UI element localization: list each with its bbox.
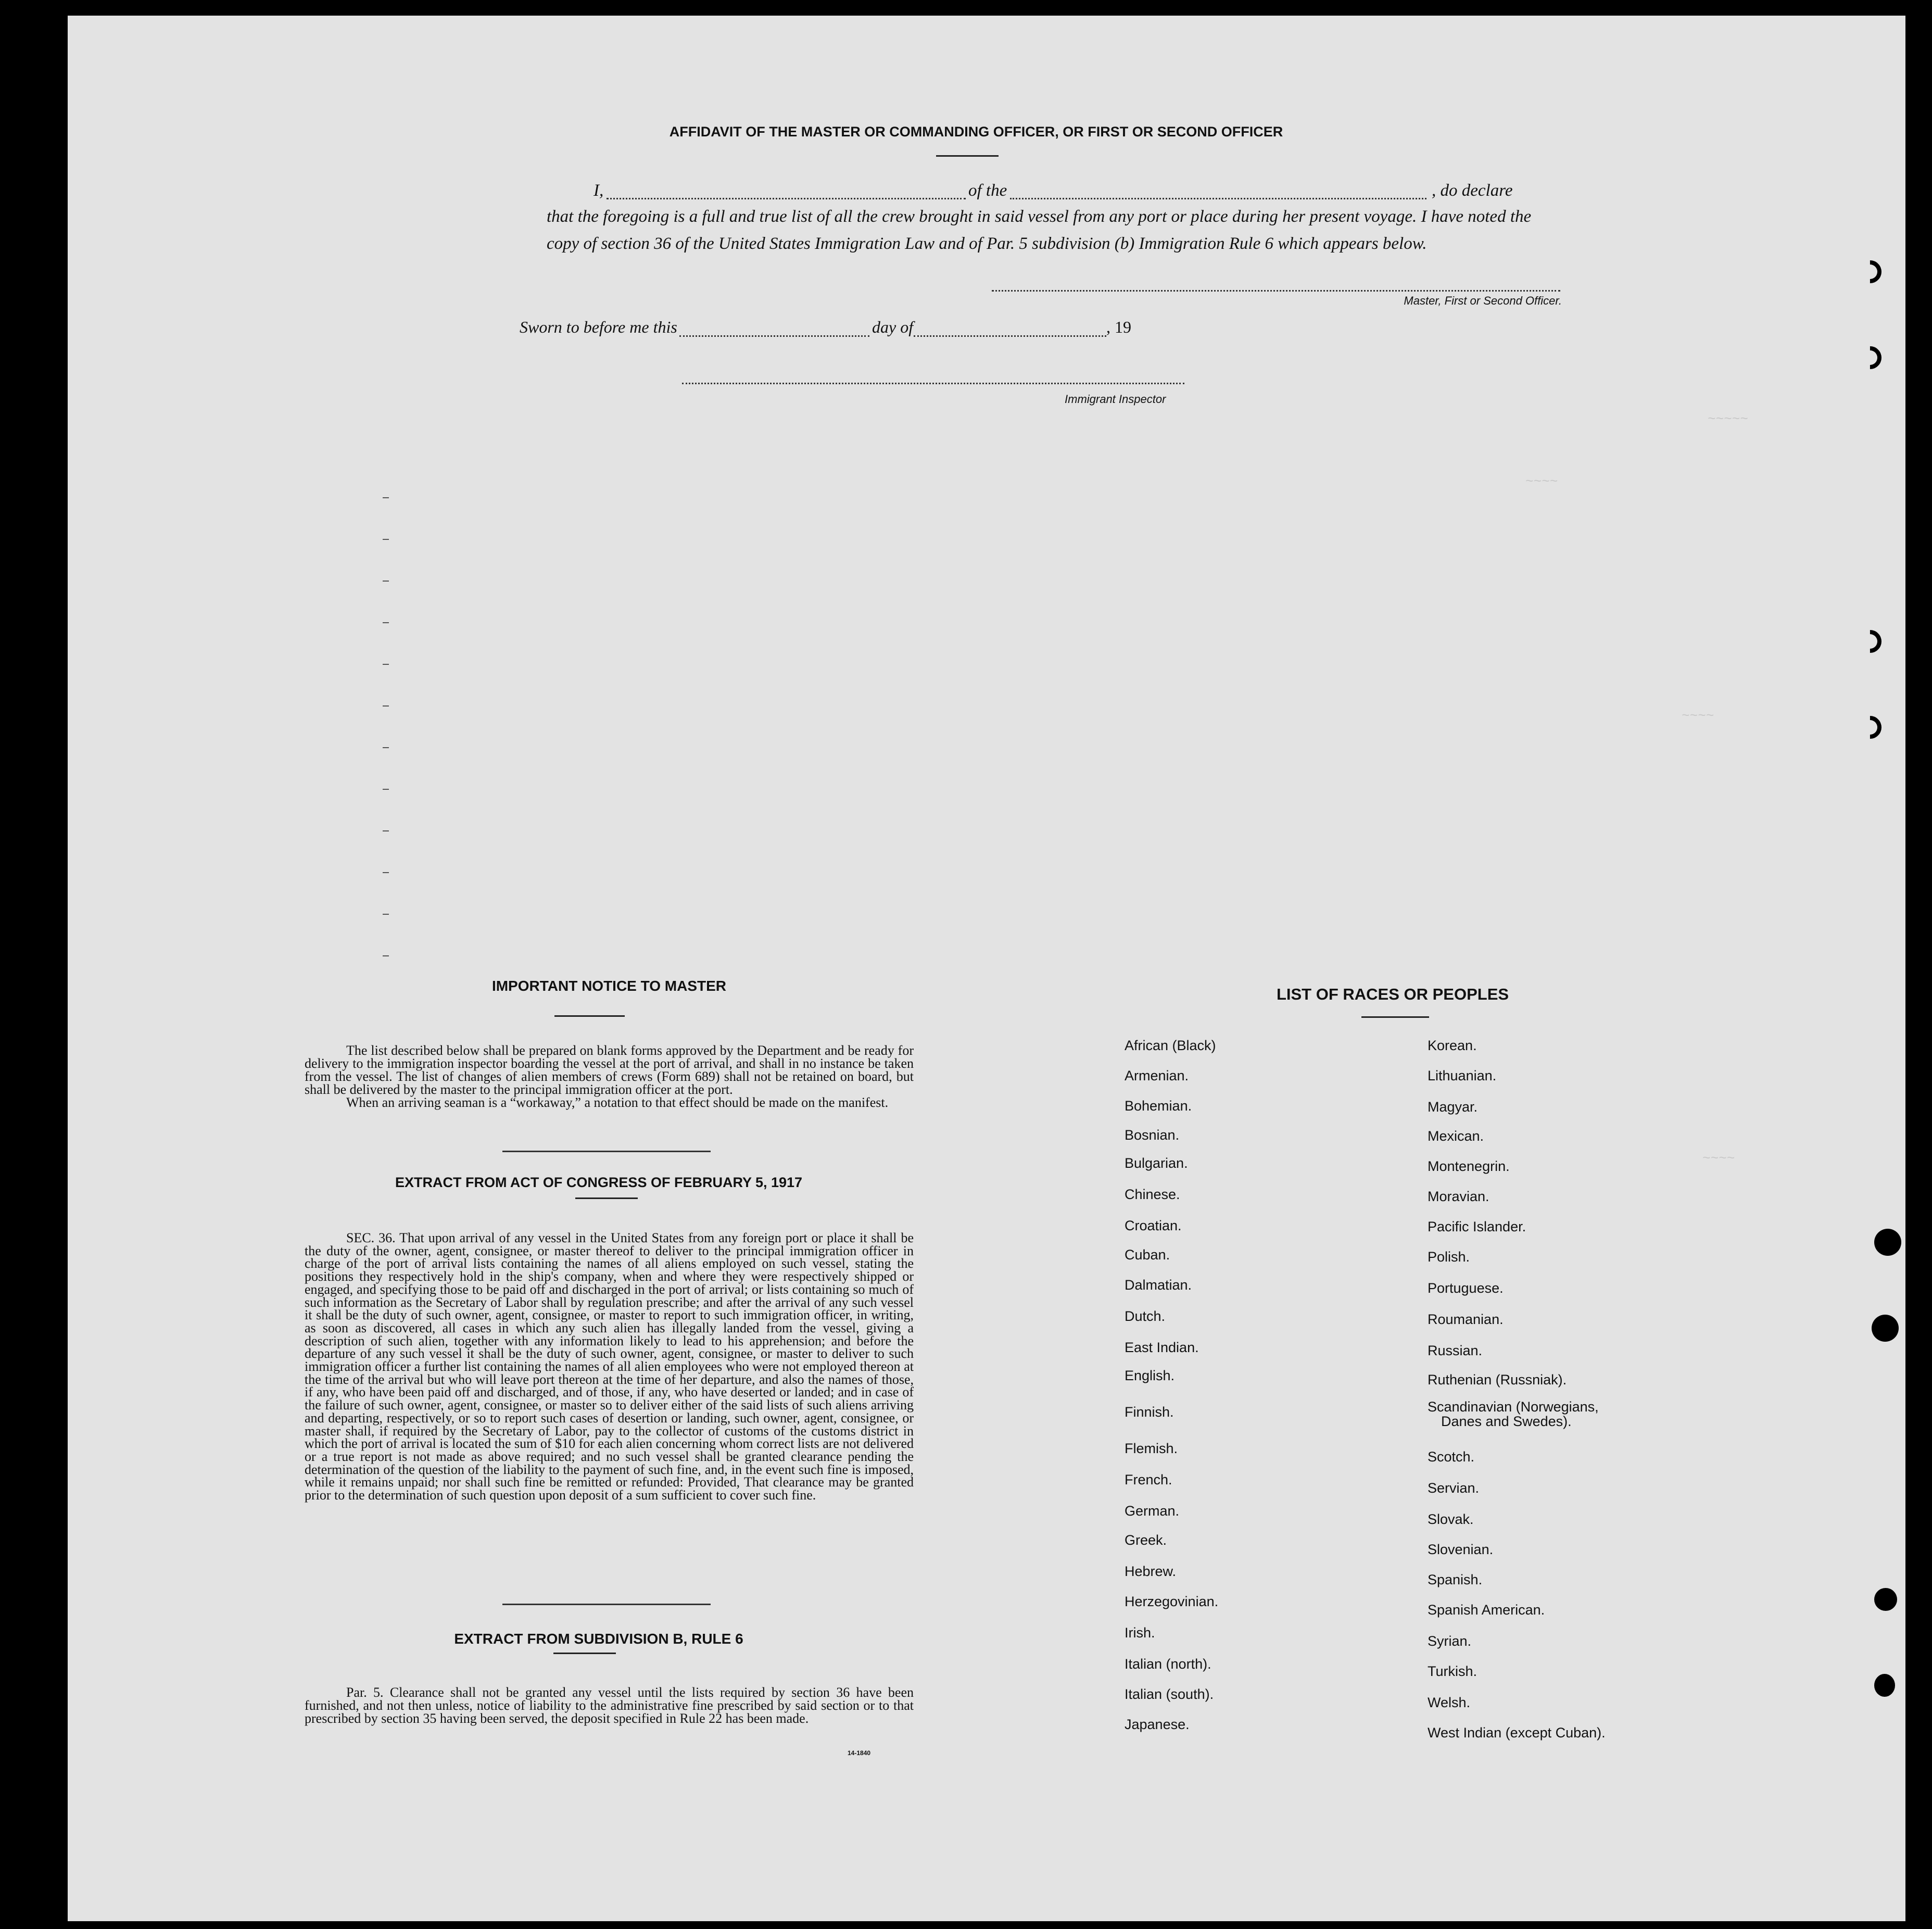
races-rule [1361, 1016, 1429, 1018]
race-item: Syrian. [1428, 1633, 1472, 1649]
race-item: English. [1125, 1368, 1175, 1383]
extract-act-title: EXTRACT FROM ACT OF CONGRESS OF FEBRUARY 5, 1917 [395, 1175, 803, 1190]
race-item: Montenegrin. [1428, 1158, 1510, 1174]
binder-hole-icon [1854, 625, 1886, 658]
races-title: LIST OF RACES OR PEOPLES [1276, 985, 1509, 1003]
race-item: Flemish. [1125, 1441, 1178, 1456]
bleed-through: ~~~~ [1682, 708, 1714, 724]
year-label: , 19 [1106, 318, 1131, 336]
punch-hole-icon [1872, 1315, 1899, 1342]
race-item: Dalmatian. [1125, 1277, 1192, 1293]
punch-hole-icon [1874, 1588, 1897, 1611]
race-item: Dutch. [1125, 1308, 1166, 1324]
notice-paragraph-1: The list described below shall be prepared on blank forms approved by the Department and be ready for delivery to the immigration inspector boarding the vessel at the port of arrival, and shall in no instance be taken from the vessel. The list of changes of alien members of crews (Form 689) shall not be retained on board, but shall be delivered by the master to the principal immigration officer at the port. [305, 1043, 914, 1097]
race-item: Bohemian. [1125, 1098, 1192, 1114]
margin-dash [383, 539, 389, 540]
punch-hole-icon [1874, 1229, 1901, 1256]
race-item: Moravian. [1428, 1189, 1489, 1204]
race-item: Mexican. [1428, 1128, 1484, 1144]
affidavit-of-label: of the [968, 181, 1007, 200]
inspector-signature-line[interactable] [682, 383, 1184, 384]
bleed-through: ~~~~~ [1708, 411, 1749, 427]
race-item: Roumanian. [1428, 1312, 1504, 1327]
section-divider [502, 1151, 711, 1152]
race-item: Scotch. [1428, 1449, 1475, 1465]
race-item: Welsh. [1428, 1695, 1471, 1710]
day-of-label: day of [872, 318, 914, 336]
margin-dash [383, 955, 389, 956]
extract-rule-rule [553, 1653, 616, 1654]
race-item: Herzegovinian. [1125, 1594, 1219, 1609]
master-label: Master, First or Second Officer. [1404, 294, 1562, 307]
race-item: Bulgarian. [1125, 1155, 1188, 1171]
extract-act-rule [575, 1197, 638, 1199]
binder-hole-icon [1854, 342, 1886, 374]
race-item: Russian. [1428, 1343, 1483, 1358]
race-item: Japanese. [1125, 1717, 1190, 1732]
margin-dash [383, 747, 389, 748]
race-item: Danes and Swedes). [1441, 1414, 1572, 1429]
margin-dash [383, 622, 389, 623]
race-item: Polish. [1428, 1249, 1470, 1265]
affidavit-declare-label: , do declare [1432, 181, 1513, 200]
race-item: German. [1125, 1503, 1180, 1519]
section-divider [502, 1604, 711, 1605]
name-field[interactable] [607, 198, 966, 199]
race-item: Lithuanian. [1428, 1068, 1497, 1083]
race-item: Servian. [1428, 1480, 1480, 1496]
sworn-day-field[interactable] [679, 335, 869, 337]
notice-title: IMPORTANT NOTICE TO MASTER [491, 978, 727, 994]
race-item: Spanish American. [1428, 1602, 1545, 1618]
binder-hole-icon [1854, 711, 1886, 743]
extract-rule-body [305, 1686, 914, 1725]
race-item: Croatian. [1125, 1218, 1182, 1233]
margin-dash [383, 664, 389, 665]
title-rule [936, 155, 999, 157]
affidavit-line-3: copy of section 36 of the United States Immigration Law and of Par. 5 subdivision (b) Immigration Rule 6 which appears below. [547, 234, 1427, 253]
race-item: Irish. [1125, 1625, 1155, 1641]
notice-paragraph-2: When an arriving seaman is a “workaway,” a notation to that effect should be made on the manifest. [346, 1095, 889, 1110]
margin-dash [383, 872, 389, 873]
race-item: Cuban. [1125, 1247, 1170, 1263]
notice-rule [554, 1015, 625, 1017]
race-item: Chinese. [1125, 1187, 1180, 1202]
race-item: Magyar. [1428, 1099, 1478, 1115]
punch-hole-icon [1874, 1674, 1895, 1697]
master-signature-line[interactable] [992, 290, 1560, 292]
notice-body [305, 1044, 914, 1109]
race-item: Finnish. [1125, 1404, 1174, 1420]
margin-dash [383, 830, 389, 831]
margin-dash [383, 497, 389, 498]
affidavit-line-2: that the foregoing is a full and true list of all the crew brought in said vessel from any port or place during her present voyage. I have noted the [547, 207, 1532, 226]
race-item: Slovenian. [1428, 1542, 1494, 1557]
race-item: East Indian. [1125, 1340, 1199, 1355]
margin-dash [383, 789, 389, 790]
race-item: French. [1125, 1472, 1172, 1487]
race-item: Slovak. [1428, 1511, 1474, 1527]
extract-rule-title: EXTRACT FROM SUBDIVISION B, RULE 6 [454, 1631, 743, 1647]
sworn-month-field[interactable] [914, 335, 1106, 337]
race-item: West Indian (except Cuban). [1428, 1725, 1606, 1741]
bleed-through: ~~~~ [1702, 1151, 1735, 1166]
race-item: Bosnian. [1125, 1127, 1180, 1143]
extract-rule-text: Par. 5. Clearance shall not be granted any vessel until the lists required by section 36 have been furnished, and not then unless, notice of liability to the administrative fine prescribed by said section or to that prescribed by section 35 having been served, the deposit specified in Rule 22 has been made. [305, 1685, 914, 1726]
affidavit-title: AFFIDAVIT OF THE MASTER OR COMMANDING OFFICER, OR FIRST OR SECOND OFFICER [669, 124, 1283, 140]
race-item: Italian (south). [1125, 1686, 1214, 1702]
race-item: Spanish. [1428, 1572, 1483, 1587]
bleed-through: ~~~~ [1525, 474, 1558, 489]
race-item: African (Black) [1125, 1038, 1216, 1053]
race-item: Korean. [1428, 1038, 1477, 1053]
affidavit-i-label: I, [594, 181, 604, 200]
race-item: Greek. [1125, 1532, 1167, 1548]
race-item: Portuguese. [1428, 1280, 1504, 1296]
race-item: Pacific Islander. [1428, 1219, 1526, 1234]
extract-act-body [305, 1232, 914, 1502]
margin-dash [383, 705, 389, 707]
race-item: Hebrew. [1125, 1564, 1177, 1579]
sworn-line [520, 318, 677, 337]
form-number: 14-1840 [848, 1749, 871, 1757]
vessel-field[interactable] [1010, 198, 1426, 199]
margin-dash [383, 581, 389, 582]
race-item: Armenian. [1125, 1068, 1189, 1083]
margin-dash [383, 914, 389, 915]
race-item: Scandinavian (Norwegians, [1428, 1399, 1599, 1415]
document-page [68, 16, 1905, 1921]
sworn-label: Sworn to before me this [520, 318, 677, 336]
inspector-label: Immigrant Inspector [1065, 393, 1166, 406]
race-item: Ruthenian (Russniak). [1428, 1372, 1567, 1388]
race-item: Italian (north). [1125, 1656, 1211, 1672]
race-item: Turkish. [1428, 1663, 1478, 1679]
binder-hole-icon [1854, 256, 1886, 288]
extract-act-text: SEC. 36. That upon arrival of any vessel in the United States from any foreign port or place it shall be the duty of the owner, agent, consignee, or master thereof to deliver to the principal immigration officer in charge of the port of arrival lists containing the names of all aliens employed on such vessel, stating the positions they respectively hold in the ship's company, when and where they were respectively shipped or engaged, and specifying those to be paid off and discharged in the port of arrival; or lists containing so much of such information as the Secretary of Labor shall by regulation prescribe; and after the arrival of any such vessel it shall be the duty of such owner, agent, consignee, or master to report to such immigration officer, in writing, as soon as discovered, all cases in which any such alien has illegally landed from the vessel, giving a description of such alien, together with any information likely to lead to his apprehension; and before the departure of any such vessel it shall be the duty of such owner, agent, consignee, or master to deliver to such immigration officer a further list containing the names of all alien employees who were not employed thereon at the time of the arrival but who will leave port thereon at the time of her departure, and also the names of those, if any, who have been paid off and discharged, and of those, if any, who have deserted or landed; and in case of the failure of such owner, agent, consignee, or master so to deliver either of the said lists of such aliens arriving and departing, respectively, or so to report such cases of desertion or landing, such owner, agent, consignee, or master shall, if required by the Secretary of Labor, pay to the collector of customs of the customs district in which the port of arrival is located the sum of $10 for each alien concerning whom correct lists are not delivered or a true report is not made as above required; and no such vessel shall be granted clearance pending the determination of the question of the liability to the payment of such fine, and, in the event such fine is imposed, while it remains unpaid; nor shall such fine be remitted or refunded: Provided, That clearance may be granted prior to the determination of such question upon deposit of a sum sufficient to cover such fine. [305, 1230, 914, 1503]
